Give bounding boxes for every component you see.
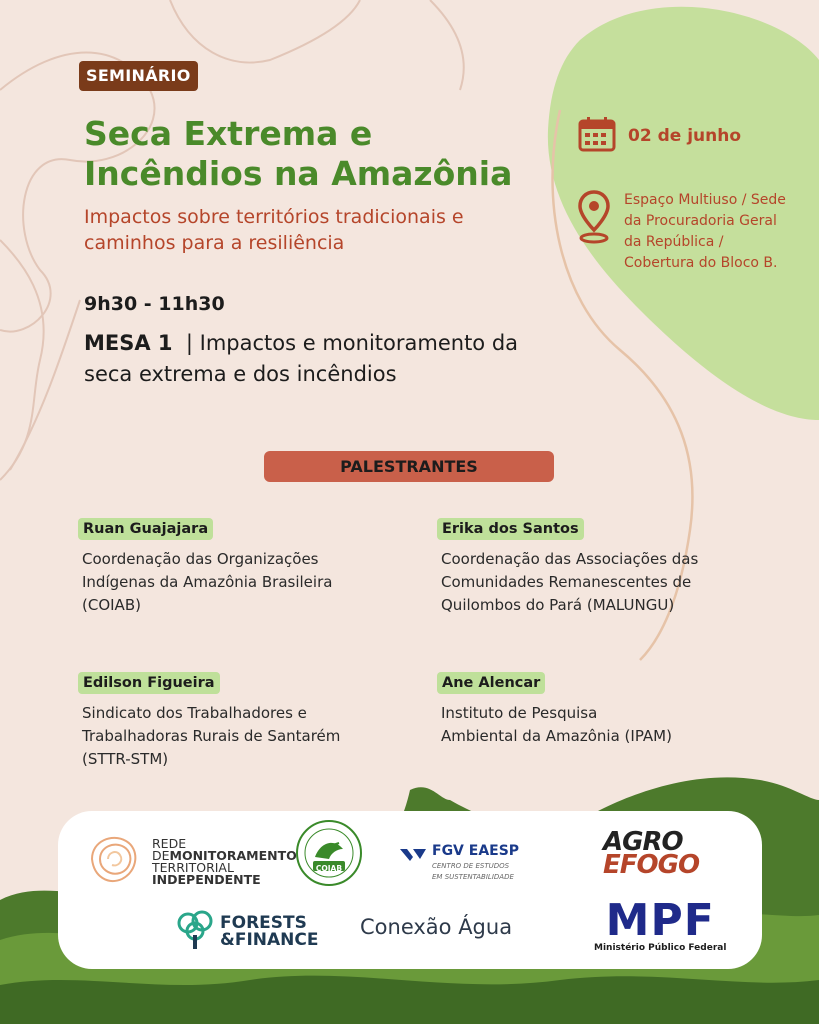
event-location bbox=[578, 190, 794, 274]
speaker-card bbox=[437, 518, 727, 617]
session-mesa bbox=[84, 328, 524, 390]
location-text: Espaço Multiuso / Sede da Procuradoria Geral da República / Cobertura do Bloco B. bbox=[624, 192, 786, 271]
session-time: 9h30 - 11h30 bbox=[84, 293, 225, 315]
conexao-agua-logo: Conexão Água bbox=[360, 915, 513, 939]
partner-logos-panel bbox=[58, 811, 762, 969]
speaker-name: Ane Alencar bbox=[437, 672, 545, 694]
rede-line4 bbox=[152, 874, 297, 886]
fgv-main: FGV EAESP bbox=[432, 843, 520, 859]
forests-text bbox=[220, 915, 318, 949]
calendar-icon bbox=[578, 116, 616, 156]
mesa-title: | Impactos e monitoramento da seca extrema e dos incêndios bbox=[84, 331, 519, 386]
fgv-text bbox=[432, 843, 519, 881]
rede-line3: TERRITORIAL bbox=[152, 860, 234, 875]
date-text: 02 de junho bbox=[628, 126, 742, 146]
speaker-card bbox=[78, 672, 348, 771]
mpf-text: MPF bbox=[605, 895, 715, 946]
fgv-chevron-icon bbox=[400, 846, 426, 865]
rede-text bbox=[152, 838, 297, 886]
rede-logo bbox=[82, 829, 297, 895]
forests-finance-logo bbox=[176, 909, 318, 955]
rede-swirl-icon bbox=[82, 829, 144, 895]
agro-fogo-logo bbox=[603, 827, 700, 880]
mesa-label: MESA 1 bbox=[84, 331, 173, 355]
page-subtitle: Impactos sobre territórios tradicionais e caminhos para a resiliência bbox=[84, 206, 464, 254]
rede-line4-text: INDEPENDENTE bbox=[152, 872, 261, 887]
agro-line1: AGRO bbox=[603, 827, 683, 857]
speaker-card bbox=[437, 672, 677, 748]
fgv-logo bbox=[400, 843, 519, 881]
map-pin-icon bbox=[578, 190, 610, 248]
speaker-name: Edilson Figueira bbox=[78, 672, 220, 694]
speaker-org: Instituto de Pesquisa Ambiental da Amazônia (IPAM) bbox=[441, 704, 672, 745]
fgv-sub2: EM SUSTENTABILIDADE bbox=[432, 873, 514, 881]
speaker-org: Coordenação das Organizações Indígenas da Amazônia Brasileira (COIAB) bbox=[82, 550, 333, 614]
mpf-logo bbox=[594, 895, 727, 953]
coiab-logo bbox=[295, 819, 363, 891]
tree-icon bbox=[176, 909, 214, 955]
agro-line2: EFOGO bbox=[603, 850, 700, 880]
forests-line2: &FINANCE bbox=[220, 930, 319, 950]
coiab-label: COIAB bbox=[315, 864, 343, 873]
rede-line2b: MONITORAMENTO bbox=[169, 848, 297, 863]
page-title: Seca Extrema e Incêndios na Amazônia bbox=[84, 114, 513, 193]
speaker-name: Ruan Guajajara bbox=[78, 518, 213, 540]
speaker-name: Erika dos Santos bbox=[437, 518, 584, 540]
speaker-card bbox=[78, 518, 378, 617]
seminar-tag: SEMINÁRIO bbox=[79, 61, 198, 91]
rede-line1: REDE bbox=[152, 836, 187, 851]
speaker-org: Sindicato dos Trabalhadores e Trabalhadoras Rurais de Santarém (STTR-STM) bbox=[82, 704, 341, 768]
forests-line1: FORESTS bbox=[220, 913, 307, 933]
speaker-org: Coordenação das Associações das Comunidades Remanescentes de Quilombos do Pará (MALUNGU) bbox=[441, 550, 699, 614]
fgv-sub1: CENTRO DE ESTUDOS bbox=[432, 862, 510, 870]
speakers-heading: PALESTRANTES bbox=[264, 451, 554, 482]
rede-line2a: DE bbox=[152, 848, 170, 863]
mpf-subtext: Ministério Público Federal bbox=[594, 943, 727, 953]
event-date bbox=[578, 116, 741, 156]
